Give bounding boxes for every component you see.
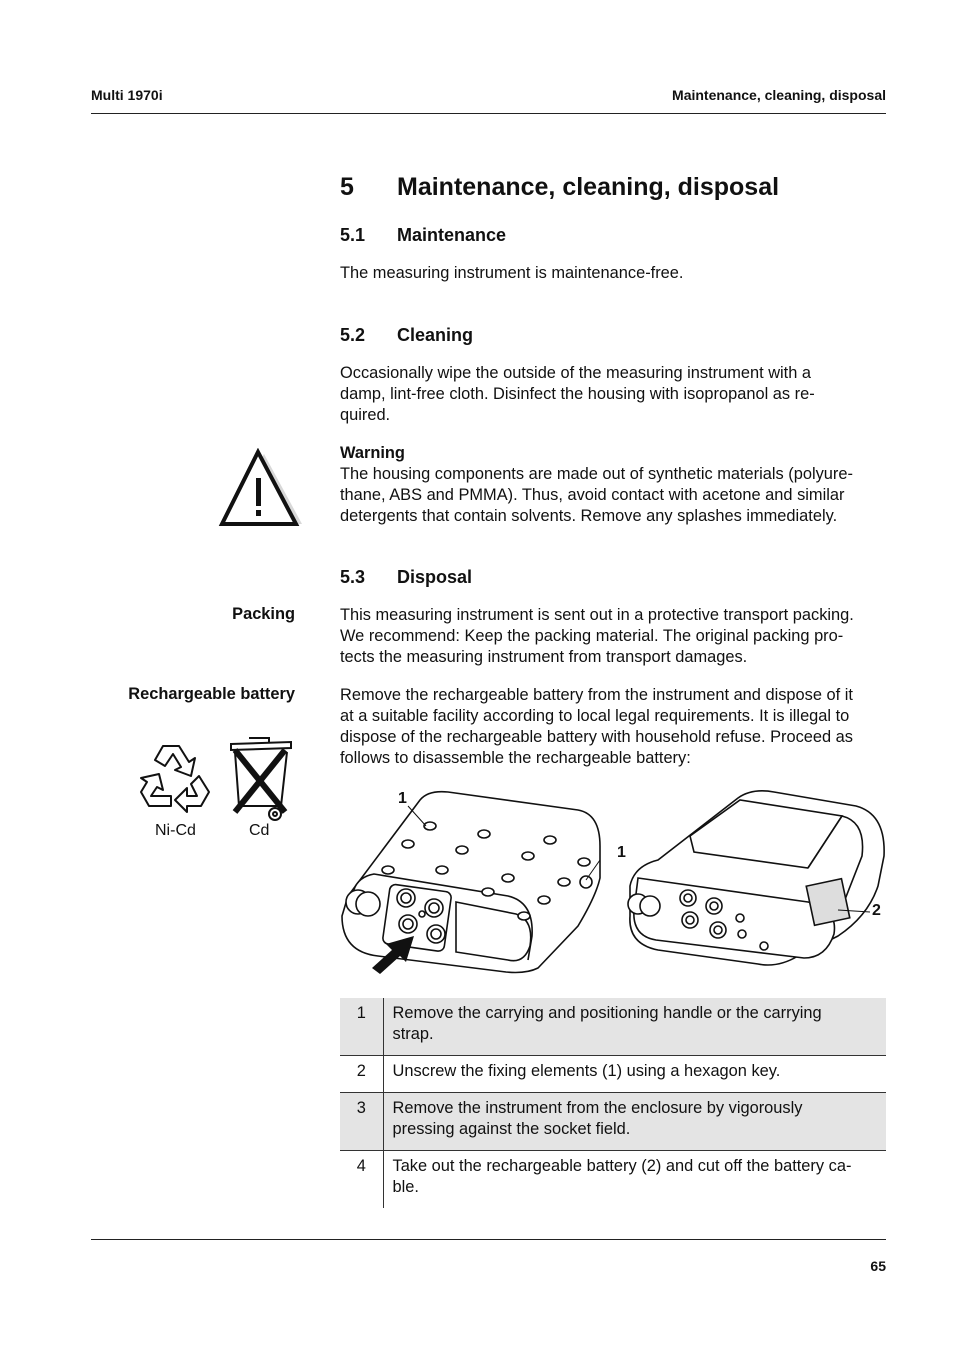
section-number: 5.2 <box>340 325 366 345</box>
step-number: 4 <box>340 1151 383 1209</box>
header-rule <box>91 113 886 114</box>
section-number: 5.1 <box>340 225 366 245</box>
warning-title: Warning <box>340 444 405 462</box>
callout-1-top: 1 <box>398 790 407 807</box>
footer-rule <box>91 1239 886 1240</box>
step-text <box>383 998 886 1056</box>
text-line: Unscrew the fixing elements (1) using a hexagon key. <box>392 1062 781 1080</box>
steps-table <box>340 998 886 1208</box>
warning-triangle-icon <box>218 448 304 528</box>
maintenance-text: The measuring instrument is maintenance-free. <box>340 264 684 282</box>
step-number: 1 <box>340 998 383 1056</box>
bin-label: Cd <box>249 822 270 839</box>
section-title: Maintenance <box>397 225 507 245</box>
table-row <box>340 1093 886 1151</box>
table-row <box>340 1151 886 1209</box>
text-line: detergents that contain solvents. Remove any splashes immediately. <box>340 507 838 525</box>
text-line: thane, ABS and PMMA). Thus, avoid contact with acetone and similar <box>340 486 845 504</box>
device-disassembly-figure <box>338 786 890 978</box>
section-maintenance-heading <box>340 225 506 246</box>
section-title: Disposal <box>397 567 473 587</box>
text-line: dispose of the rechargeable battery with household refuse. Proceed as <box>340 728 853 746</box>
text-line: Remove the rechargeable battery from the instrument and dispose of it <box>340 686 853 704</box>
packing-label: Packing <box>232 605 295 623</box>
crossed-bin-icon <box>225 732 297 822</box>
chapter-title-text: Maintenance, cleaning, disposal <box>397 173 780 201</box>
warning-block <box>340 443 888 527</box>
callout-2: 2 <box>872 902 881 919</box>
step-text <box>383 1151 886 1209</box>
page-number: 65 <box>870 1258 886 1274</box>
table-row <box>340 998 886 1056</box>
text-line: tects the measuring instrument from transport damages. <box>340 648 748 666</box>
text-line: damp, lint-free cloth. Disinfect the housing with isopropanol as re- <box>340 385 815 403</box>
text-line: Take out the rechargeable battery (2) and cut off the battery ca- <box>392 1157 852 1175</box>
text-line: ble. <box>392 1178 419 1196</box>
text-line: We recommend: Keep the packing material. The original packing pro- <box>340 627 844 645</box>
text-line: The housing components are made out of synthetic materials (polyure- <box>340 465 853 483</box>
packing-text <box>340 605 888 668</box>
text-line: strap. <box>392 1025 434 1043</box>
header-left: Multi 1970i <box>91 87 163 103</box>
step-number: 2 <box>340 1056 383 1093</box>
battery-label: Rechargeable battery <box>128 685 295 703</box>
text-line: Remove the carrying and positioning handle or the carrying <box>392 1004 822 1022</box>
recycle-label: Ni-Cd <box>155 822 196 839</box>
header-right: Maintenance, cleaning, disposal <box>672 87 886 103</box>
step-number: 3 <box>340 1093 383 1151</box>
step-text <box>383 1093 886 1151</box>
chapter-number: 5 <box>340 173 354 201</box>
table-row <box>340 1056 886 1093</box>
section-disposal-heading <box>340 567 472 588</box>
text-line: This measuring instrument is sent out in a protective transport packing. <box>340 606 854 624</box>
text-line: follows to disassemble the rechargeable battery: <box>340 749 691 767</box>
section-number: 5.3 <box>340 567 366 587</box>
recycle-icon <box>135 740 217 814</box>
text-line: pressing against the socket field. <box>392 1120 631 1138</box>
section-cleaning-heading <box>340 325 473 346</box>
callout-1-side: 1 <box>617 844 626 861</box>
chapter-title <box>340 173 779 202</box>
cleaning-text <box>340 363 888 426</box>
text-line: at a suitable facility according to local legal requirements. It is illegal to <box>340 707 850 725</box>
battery-text <box>340 685 888 769</box>
section-title: Cleaning <box>397 325 474 345</box>
text-line: Occasionally wipe the outside of the measuring instrument with a <box>340 364 812 382</box>
text-line: quired. <box>340 406 391 424</box>
step-text <box>383 1056 886 1093</box>
text-line: Remove the instrument from the enclosure by vigorously <box>392 1099 803 1117</box>
